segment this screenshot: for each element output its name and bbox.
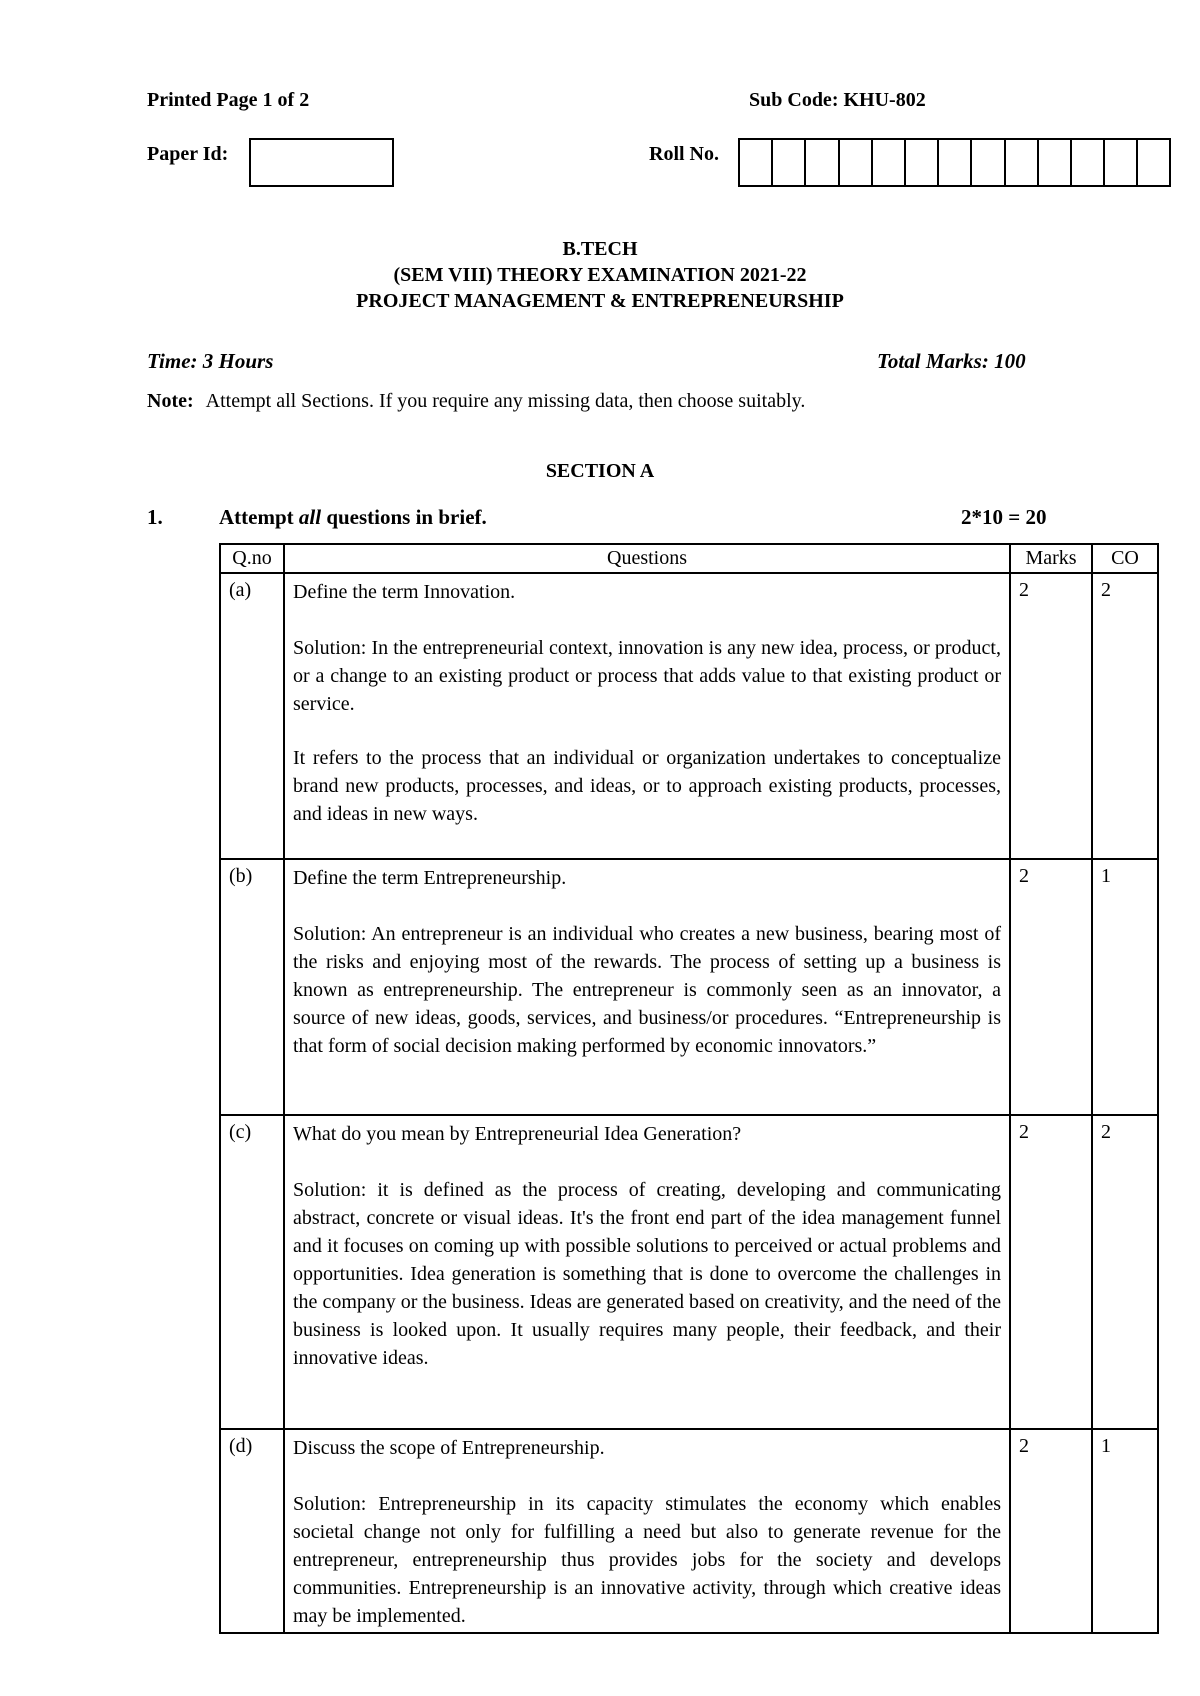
section-marks: 2*10 = 20 — [961, 505, 1047, 529]
co-cell: 1 — [1092, 859, 1158, 1115]
note — [147, 390, 805, 413]
question-cell — [284, 859, 1010, 1115]
qno-cell: (d) — [220, 1429, 284, 1633]
table-row — [220, 1429, 1158, 1633]
qno-cell: (b) — [220, 859, 284, 1115]
roll-no-cell — [740, 140, 773, 185]
note-label: Note: — [147, 390, 194, 412]
roll-no-cell — [873, 140, 906, 185]
solution-paragraph: Solution: In the entrepreneurial context, innovation is any new idea, process, or product, or a change to an existing product or process that adds value to that existing product or service. — [293, 637, 1001, 715]
degree-title: B.TECH — [562, 238, 638, 260]
solution-text — [293, 1490, 1001, 1630]
co-cell: 2 — [1092, 573, 1158, 859]
exam-titles — [0, 236, 1200, 314]
table-row — [220, 859, 1158, 1115]
question-instruction — [219, 505, 487, 530]
instruction-post: questions in brief. — [321, 505, 487, 529]
question-text: What do you mean by Entrepreneurial Idea Generation? — [293, 1123, 742, 1145]
roll-no-cell — [1072, 140, 1105, 185]
solution-paragraph: Solution: it is defined as the process of creating, developing and communicating abstract, concrete or visual ideas. It's the front end part of the idea management funnel and it focuses on coming up with possible solutions to perceived or actual problems and opportunities. Idea generation is something that is done to overcome the challenges in the company or the business. Ideas are generated based on creativity, and the need of the business is looked upon. It usually requires many people, their feedback, and their innovative ideas. — [293, 1179, 1001, 1369]
instruction-emphasis: all — [298, 505, 322, 529]
instruction-pre: Attempt — [219, 505, 299, 529]
marks-cell: 2 — [1010, 573, 1092, 859]
question-text: Define the term Entrepreneurship. — [293, 867, 567, 889]
question-text: Discuss the scope of Entrepreneurship. — [293, 1437, 605, 1459]
question-text: Define the term Innovation. — [293, 581, 516, 603]
header-marks: Marks — [1010, 544, 1092, 573]
roll-no-cell — [773, 140, 806, 185]
roll-no-cell — [939, 140, 972, 185]
solution-text — [293, 920, 1001, 1060]
paper-id-box — [249, 138, 394, 187]
solution-paragraph: It refers to the process that an individual or organization undertakes to conceptualize brand new products, processes, and ideas, or to approach existing products, processes, and ideas in new ways. — [293, 747, 1001, 825]
solution-paragraph: Solution: An entrepreneur is an individual who creates a new business, bearing most of the risks and enjoying most of the rewards. The process of setting up a business is known as entrepreneurship. The entrepreneur is commonly seen as an innovator, a source of new ideas, goods, services, and business/or procedures. “Entrepreneurship is that form of social decision making performed by economic innovators.” — [293, 923, 1001, 1057]
marks-cell: 2 — [1010, 859, 1092, 1115]
printed-page-label: Printed Page 1 of 2 — [147, 89, 310, 111]
roll-no-label: Roll No. — [649, 143, 719, 165]
co-cell: 1 — [1092, 1429, 1158, 1633]
marks-cell: 2 — [1010, 1429, 1092, 1633]
roll-no-cell — [972, 140, 1005, 185]
header-questions: Questions — [284, 544, 1010, 573]
roll-no-cell — [1105, 140, 1138, 185]
table-row — [220, 1115, 1158, 1429]
solution-text — [293, 634, 1001, 828]
question-cell — [284, 573, 1010, 859]
sub-code-label: Sub Code: KHU-802 — [749, 89, 926, 111]
roll-no-cell — [906, 140, 939, 185]
note-text: Attempt all Sections. If you require any missing data, then choose suitably. — [205, 390, 806, 412]
roll-no-boxes — [738, 138, 1171, 187]
solution-paragraph: Solution: Entrepreneurship in its capacity stimulates the economy which enables societal change not only for fulfilling a need but also to generate revenue for the entrepreneur, entrepreneurship thus provides jobs for the society and develops communities. Entrepreneurship is an innovative activity, through which creative ideas may be implemented. — [293, 1493, 1001, 1627]
co-cell: 2 — [1092, 1115, 1158, 1429]
roll-no-cell — [1039, 140, 1072, 185]
table-header-row — [220, 544, 1158, 573]
time-label: Time: 3 Hours — [147, 349, 274, 373]
solution-text — [293, 1176, 1001, 1372]
roll-no-cell — [1006, 140, 1039, 185]
roll-no-cell — [840, 140, 873, 185]
total-marks-label: Total Marks: 100 — [877, 349, 1026, 373]
section-title: SECTION A — [545, 460, 655, 482]
paper-id-label: Paper Id: — [147, 143, 229, 165]
qno-cell: (c) — [220, 1115, 284, 1429]
qno-cell: (a) — [220, 573, 284, 859]
subject-title: PROJECT MANAGEMENT & ENTREPRENEURSHIP — [356, 290, 844, 312]
question-cell — [284, 1429, 1010, 1633]
roll-no-cell — [806, 140, 839, 185]
header-qno: Q.no — [220, 544, 284, 573]
roll-no-cell — [1138, 140, 1171, 185]
exam-title: (SEM VIII) THEORY EXAMINATION 2021-22 — [393, 264, 807, 286]
table-row — [220, 573, 1158, 859]
marks-cell: 2 — [1010, 1115, 1092, 1429]
question-number: 1. — [147, 505, 163, 529]
header-co: CO — [1092, 544, 1158, 573]
question-cell — [284, 1115, 1010, 1429]
questions-table — [219, 543, 1159, 1634]
